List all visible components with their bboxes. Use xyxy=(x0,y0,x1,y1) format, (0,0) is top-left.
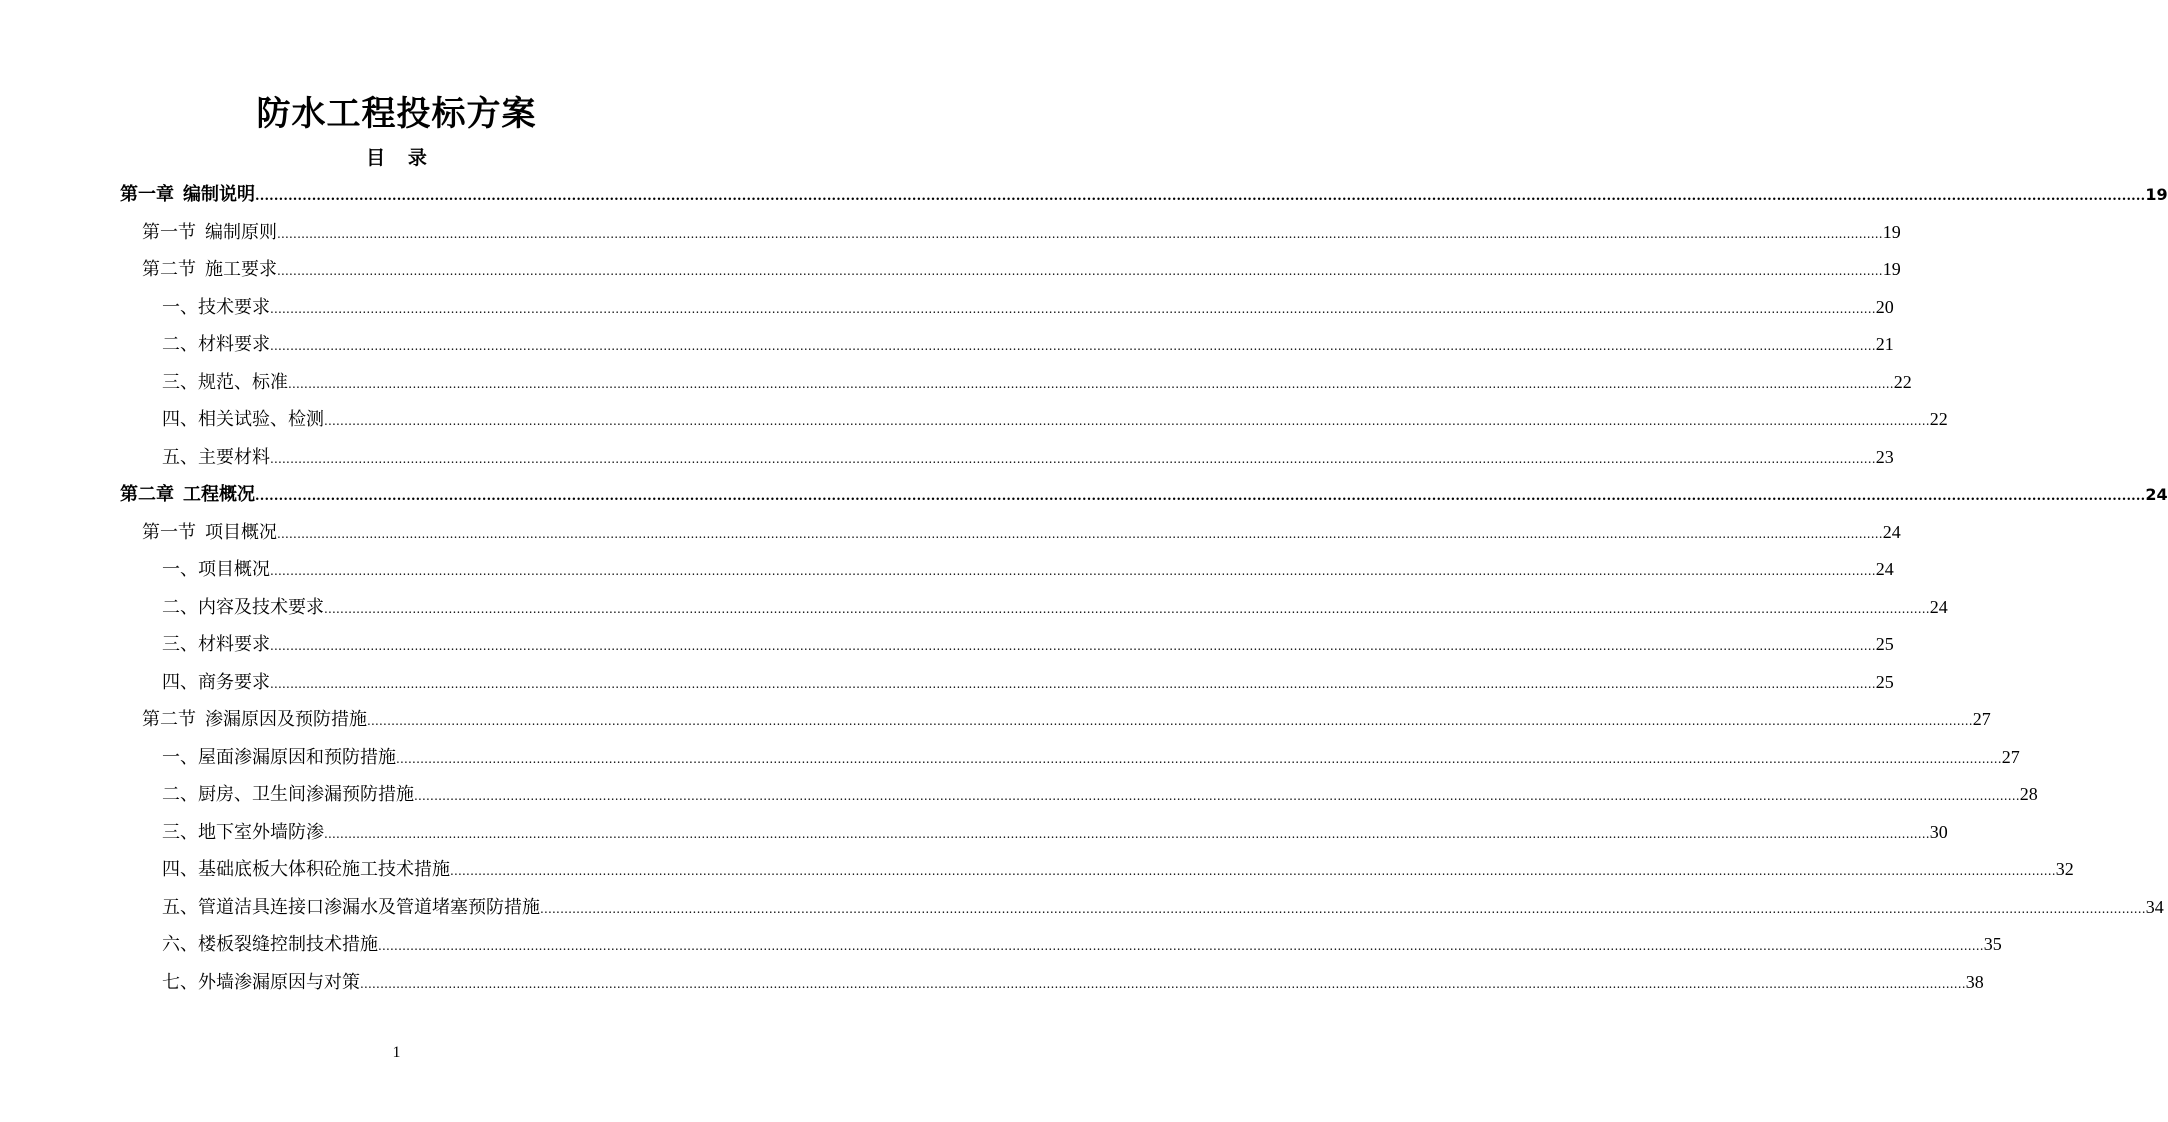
toc-entry-title xyxy=(162,401,324,438)
toc-entry-text: 二、材料要求 xyxy=(162,334,270,355)
toc-entry-label: 第一章 xyxy=(120,184,174,205)
toc-entry-page: 32 xyxy=(2055,859,2074,879)
toc-entry-text: 一、技术要求 xyxy=(162,296,270,318)
toc-entry[interactable] xyxy=(120,176,2168,213)
toc-entry[interactable] xyxy=(162,551,1894,588)
toc-entry-leader: ................................................................................................................................................................................................................................................................................................................................................................................................................ xyxy=(270,564,1876,578)
toc-heading-char-1: 目 xyxy=(366,147,386,169)
toc-entry-page: 23 xyxy=(1875,446,1894,467)
page-number: 1 xyxy=(392,1044,401,1061)
toc-entry[interactable] xyxy=(162,401,1948,438)
toc-entry-leader: ................................................................................................................................................................................................................................................................................................................................................................................................................ xyxy=(324,826,1930,841)
toc-entry-leader: ................................................................................................................................................................................................................................................................................................................................................................................................................ xyxy=(270,301,1876,316)
toc-entry-title xyxy=(142,214,277,251)
toc-entry-text: 三、规范、标准 xyxy=(162,371,288,393)
toc-entry-page: 38 xyxy=(1965,971,1984,992)
toc-entry-label: 第一节 xyxy=(142,521,196,543)
toc-entry-title xyxy=(162,439,270,476)
toc-entry-label: 第二节 xyxy=(142,709,196,730)
toc-entry-page: 27 xyxy=(1972,709,1991,729)
toc-entry-leader: ................................................................................................................................................................................................................................................................................................................................................................................................................ xyxy=(255,189,2146,204)
toc-entry-leader: ................................................................................................................................................................................................................................................................................................................................................................................................................ xyxy=(270,339,1876,353)
toc-entry-leader: ................................................................................................................................................................................................................................................................................................................................................................................................................ xyxy=(324,414,1930,428)
toc-entry-title xyxy=(162,551,270,588)
toc-entry-text: 六、楼板裂缝控制技术措施 xyxy=(162,934,378,955)
toc-entry-leader: ................................................................................................................................................................................................................................................................................................................................................................................................................ xyxy=(277,526,1883,541)
toc-entry[interactable] xyxy=(120,476,2168,513)
toc-entry[interactable] xyxy=(162,289,1894,326)
toc-entry-page: 19 xyxy=(1882,259,1901,279)
toc-entry-page: 30 xyxy=(1929,821,1948,842)
toc-entry[interactable] xyxy=(142,251,1901,288)
toc-entry-text: 七、外墙渗漏原因与对策 xyxy=(162,971,360,993)
toc-heading xyxy=(0,145,793,171)
toc-entry-page: 24 xyxy=(1875,559,1894,579)
toc-entry-page: 34 xyxy=(2145,896,2164,917)
toc-entry-title xyxy=(162,664,270,701)
document-title: 防水工程投标方案 xyxy=(256,94,537,134)
toc-entry-leader: ................................................................................................................................................................................................................................................................................................................................................................................................................ xyxy=(396,751,2002,766)
toc-entry-page: 24 xyxy=(2145,485,2168,504)
toc-entry-title xyxy=(162,889,540,926)
toc-entry-leader: ................................................................................................................................................................................................................................................................................................................................................................................................................ xyxy=(270,639,1876,653)
toc-entry-title xyxy=(162,851,450,888)
toc-entry-text: 一、屋面渗漏原因和预防措施 xyxy=(162,746,396,768)
toc-entry-text: 五、管道洁具连接口渗漏水及管道堵塞预防措施 xyxy=(162,896,540,918)
toc-entry[interactable] xyxy=(162,776,2038,813)
toc-entry-leader: ................................................................................................................................................................................................................................................................................................................................................................................................................ xyxy=(378,939,1984,953)
toc-entry-leader: ................................................................................................................................................................................................................................................................................................................................................................................................................ xyxy=(277,264,1883,278)
toc-entry-text: 一、项目概况 xyxy=(162,559,270,580)
toc-entry-leader: ................................................................................................................................................................................................................................................................................................................................................................................................................ xyxy=(270,451,1876,466)
toc-entry-title xyxy=(120,176,255,213)
toc-entry-title xyxy=(142,701,367,738)
toc-entry-text: 施工要求 xyxy=(205,259,277,280)
toc-entry-text: 三、地下室外墙防渗 xyxy=(162,821,324,843)
toc-entry-page: 19 xyxy=(2145,185,2168,204)
toc-entry[interactable] xyxy=(142,214,1901,251)
toc-entry-text: 五、主要材料 xyxy=(162,446,270,468)
toc-entry-page: 25 xyxy=(1875,634,1894,654)
toc-entry-page: 20 xyxy=(1875,296,1894,317)
toc-entry-leader: ................................................................................................................................................................................................................................................................................................................................................................................................................ xyxy=(324,601,1930,616)
toc-entry-title xyxy=(162,289,270,326)
toc-entry[interactable] xyxy=(162,889,2164,926)
toc-entry[interactable] xyxy=(162,964,1984,1001)
toc-entry[interactable] xyxy=(162,364,1912,401)
toc-entry-text: 二、厨房、卫生间渗漏预防措施 xyxy=(162,784,414,805)
toc-entry-title xyxy=(142,514,277,551)
toc-entry-leader: ................................................................................................................................................................................................................................................................................................................................................................................................................ xyxy=(414,789,2020,803)
toc-entry[interactable] xyxy=(162,326,1894,363)
toc-entry[interactable] xyxy=(162,664,1894,701)
toc-entry[interactable] xyxy=(162,739,2020,776)
toc-entry-page: 22 xyxy=(1893,371,1912,392)
toc-entry-page: 21 xyxy=(1875,334,1894,354)
toc-entry-text: 渗漏原因及预防措施 xyxy=(205,709,367,730)
toc-entry-title xyxy=(162,626,270,663)
toc-entry[interactable] xyxy=(142,514,1901,551)
toc-entry-page: 19 xyxy=(1882,221,1901,242)
toc-entry[interactable] xyxy=(162,589,1948,626)
toc-entry-title xyxy=(142,251,277,288)
toc-entry-title xyxy=(120,476,255,513)
toc-entry-page: 28 xyxy=(2019,784,2038,804)
toc-entry-title xyxy=(162,739,396,776)
toc-entry-page: 24 xyxy=(1882,521,1901,542)
toc-entry-leader: ................................................................................................................................................................................................................................................................................................................................................................................................................ xyxy=(540,901,2146,916)
toc-entry-text: 编制原则 xyxy=(205,221,277,243)
toc-entry-page: 22 xyxy=(1929,409,1948,429)
toc-entry-title xyxy=(162,926,378,963)
toc-entry-title xyxy=(162,814,324,851)
toc-entry-label: 第一节 xyxy=(142,221,196,243)
toc-entry-title xyxy=(162,326,270,363)
toc-entry[interactable] xyxy=(162,851,2074,888)
toc-entry-title xyxy=(162,364,288,401)
toc-entry-leader: ................................................................................................................................................................................................................................................................................................................................................................................................................ xyxy=(255,489,2146,504)
toc-entry-leader: ................................................................................................................................................................................................................................................................................................................................................................................................................ xyxy=(288,376,1894,391)
toc-entry-leader: ................................................................................................................................................................................................................................................................................................................................................................................................................ xyxy=(270,676,1876,691)
toc-entry-leader: ................................................................................................................................................................................................................................................................................................................................................................................................................ xyxy=(277,226,1883,241)
toc-entry-page: 25 xyxy=(1875,671,1894,692)
toc-entry-text: 二、内容及技术要求 xyxy=(162,596,324,618)
toc-entry-text: 四、相关试验、检测 xyxy=(162,409,324,430)
toc-entry-text: 项目概况 xyxy=(205,521,277,543)
toc-entry-title xyxy=(162,776,414,813)
toc-entry-page: 27 xyxy=(2001,746,2020,767)
toc-heading-char-2: 录 xyxy=(407,147,427,169)
toc-entry-text: 工程概况 xyxy=(183,484,255,505)
toc-entry[interactable] xyxy=(162,814,1948,851)
toc-entry-page: 35 xyxy=(1983,934,2002,954)
toc-entry-leader: ................................................................................................................................................................................................................................................................................................................................................................................................................ xyxy=(360,976,1966,991)
toc-entry-text: 四、商务要求 xyxy=(162,671,270,693)
toc-entry[interactable] xyxy=(162,439,1894,476)
toc-entry-title xyxy=(162,964,360,1001)
toc-entry-leader: ................................................................................................................................................................................................................................................................................................................................................................................................................ xyxy=(450,864,2056,878)
toc-entry[interactable] xyxy=(162,926,2002,963)
toc-entry-text: 四、基础底板大体积砼施工技术措施 xyxy=(162,859,450,880)
toc-entry[interactable] xyxy=(142,701,1991,738)
toc-entry-leader: ................................................................................................................................................................................................................................................................................................................................................................................................................ xyxy=(367,714,1973,728)
toc-entry-label: 第二章 xyxy=(120,484,174,505)
toc-entry[interactable] xyxy=(162,626,1894,663)
toc-entry-page: 24 xyxy=(1929,596,1948,617)
toc-entry-label: 第二节 xyxy=(142,259,196,280)
toc-entry-text: 三、材料要求 xyxy=(162,634,270,655)
toc-entry-title xyxy=(162,589,324,626)
toc-entry-text: 编制说明 xyxy=(183,184,255,205)
